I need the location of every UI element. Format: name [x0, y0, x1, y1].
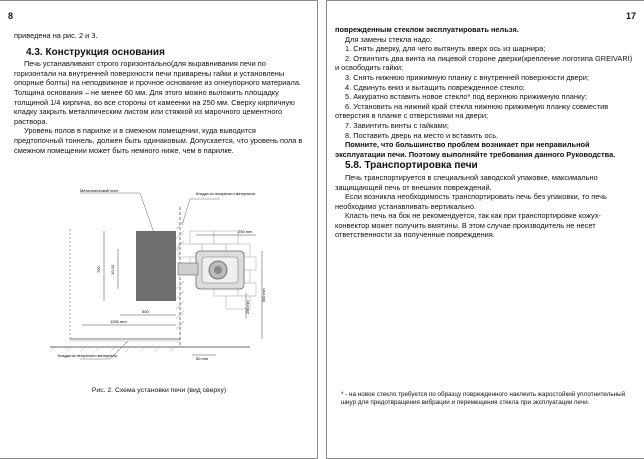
- left-text-block: [14, 31, 304, 155]
- warning-text: Помните, что большинство проблем возникает при неправильной эксплуатации печи. Поэтому выполняйте требования данного Руководства.: [335, 140, 616, 159]
- paragraph: Если возникла необходимость транспортировать печь без упаковки, то печь необходимо устанавливать вертикально.: [335, 192, 607, 211]
- footnote: * - на новое стекло требуется по образцу поврежденного наклеить жаростойкий уплотнительный шнур для предотвращения вибрации и перемещения стекла при эксплуатации печи.: [341, 391, 626, 406]
- installation-diagram: [20, 189, 282, 364]
- step: 5. Аккуратно вставить новое стекло* под верхнюю прижимную планку;: [345, 92, 588, 102]
- step: 2. Отвинтить два винта на лицевой стороне дверки(крепление логотипа GREIVARI) и освободить гайки;: [335, 53, 633, 73]
- dim-1250: 1250 mm: [110, 319, 127, 324]
- dim-500: 500: [142, 309, 149, 314]
- paragraph: Уровень полов в парилке и в смежном помещении, куда выводится предтопочный тоннель, должен быть одинаковым. Допускается, что уровень пола в смежном помещении может быть немного ниже, чем в парилке.: [14, 126, 303, 155]
- step: 3. Снять нижнюю прижимную планку с внутренней поверхности двери;: [345, 72, 589, 82]
- figure-caption: Рис. 2. Схема установки печи (вид сверху): [91, 387, 227, 394]
- dim-700: 700: [96, 266, 101, 273]
- dim-500-right: 500 mm: [262, 288, 266, 302]
- step: 7. Завинтить винты с гайками;: [345, 120, 449, 130]
- page-number: 17: [625, 11, 636, 21]
- intro-line: приведена на рис. 2 и 3.: [14, 31, 98, 40]
- left-page: [0, 0, 318, 459]
- dim-250-right: 250 mm: [246, 300, 250, 314]
- right-page: [326, 0, 644, 459]
- paragraph: Класть печь на бок не рекомендуется, так как при транспортировке кожух-конвектор может получить вмятины. В этом случае производитель не несет ответственности за полученные повреждения.: [335, 211, 601, 240]
- dim-250-top: 250 mm: [238, 229, 253, 234]
- dim-10-20: 10-20: [110, 264, 115, 275]
- right-text-block: [335, 25, 635, 240]
- replace-intro: Для замены стекла надо:: [345, 34, 433, 44]
- label-brick-top: Кладка из негорючего материала: [196, 192, 255, 196]
- section-title: 4.3. Конструкция основания: [26, 46, 165, 58]
- lead-bold: поврежденным стеклом эксплуатировать нельзя.: [335, 25, 519, 34]
- step: 1. Снять дверку, для чего вытянуть вверх ось из шарнира;: [345, 44, 546, 54]
- section-title: 5.8. Транспортировка печи: [345, 160, 478, 172]
- paragraph: Печь транспортируется в специальной заводской упаковке, максимально защищающей печь от внешних повреждений.: [335, 172, 598, 192]
- step: 8. Поставить дверь на место и вставить ось.: [345, 130, 499, 140]
- label-brick-bottom: Кладка из негорючего материала: [58, 354, 117, 358]
- label-metal-sheet: Металлический лист: [80, 189, 119, 193]
- metal-sheet: [136, 231, 176, 301]
- dim-50: 50 mm: [196, 356, 209, 361]
- step: 4. Сдвинуть вниз и вытащить поврежденное стекло;: [345, 82, 525, 92]
- step: 6. Установить на нижний край стекла нижнюю прижимную планку совместив отверстия в планке с отверстиями на двери;: [335, 101, 609, 121]
- paragraph: Печь устанавливают строго горизонтально(для выравнивания печи по горизонтали на внутренней поверхности печи приварены гайки и установлены опорные болты) на неподвижное и прочное основание из огнеупорного материала. Толщина основания – не менее 60 мм. Для этого можно выложить площадку толщиной 1/4 кирпича, во все стороны от камеенки на 250 мм. Сверху кирпичную кладку закрыть металлическим листом или стяжкой из марочного цементного раствора.: [14, 59, 301, 126]
- page-number: 8: [8, 11, 14, 21]
